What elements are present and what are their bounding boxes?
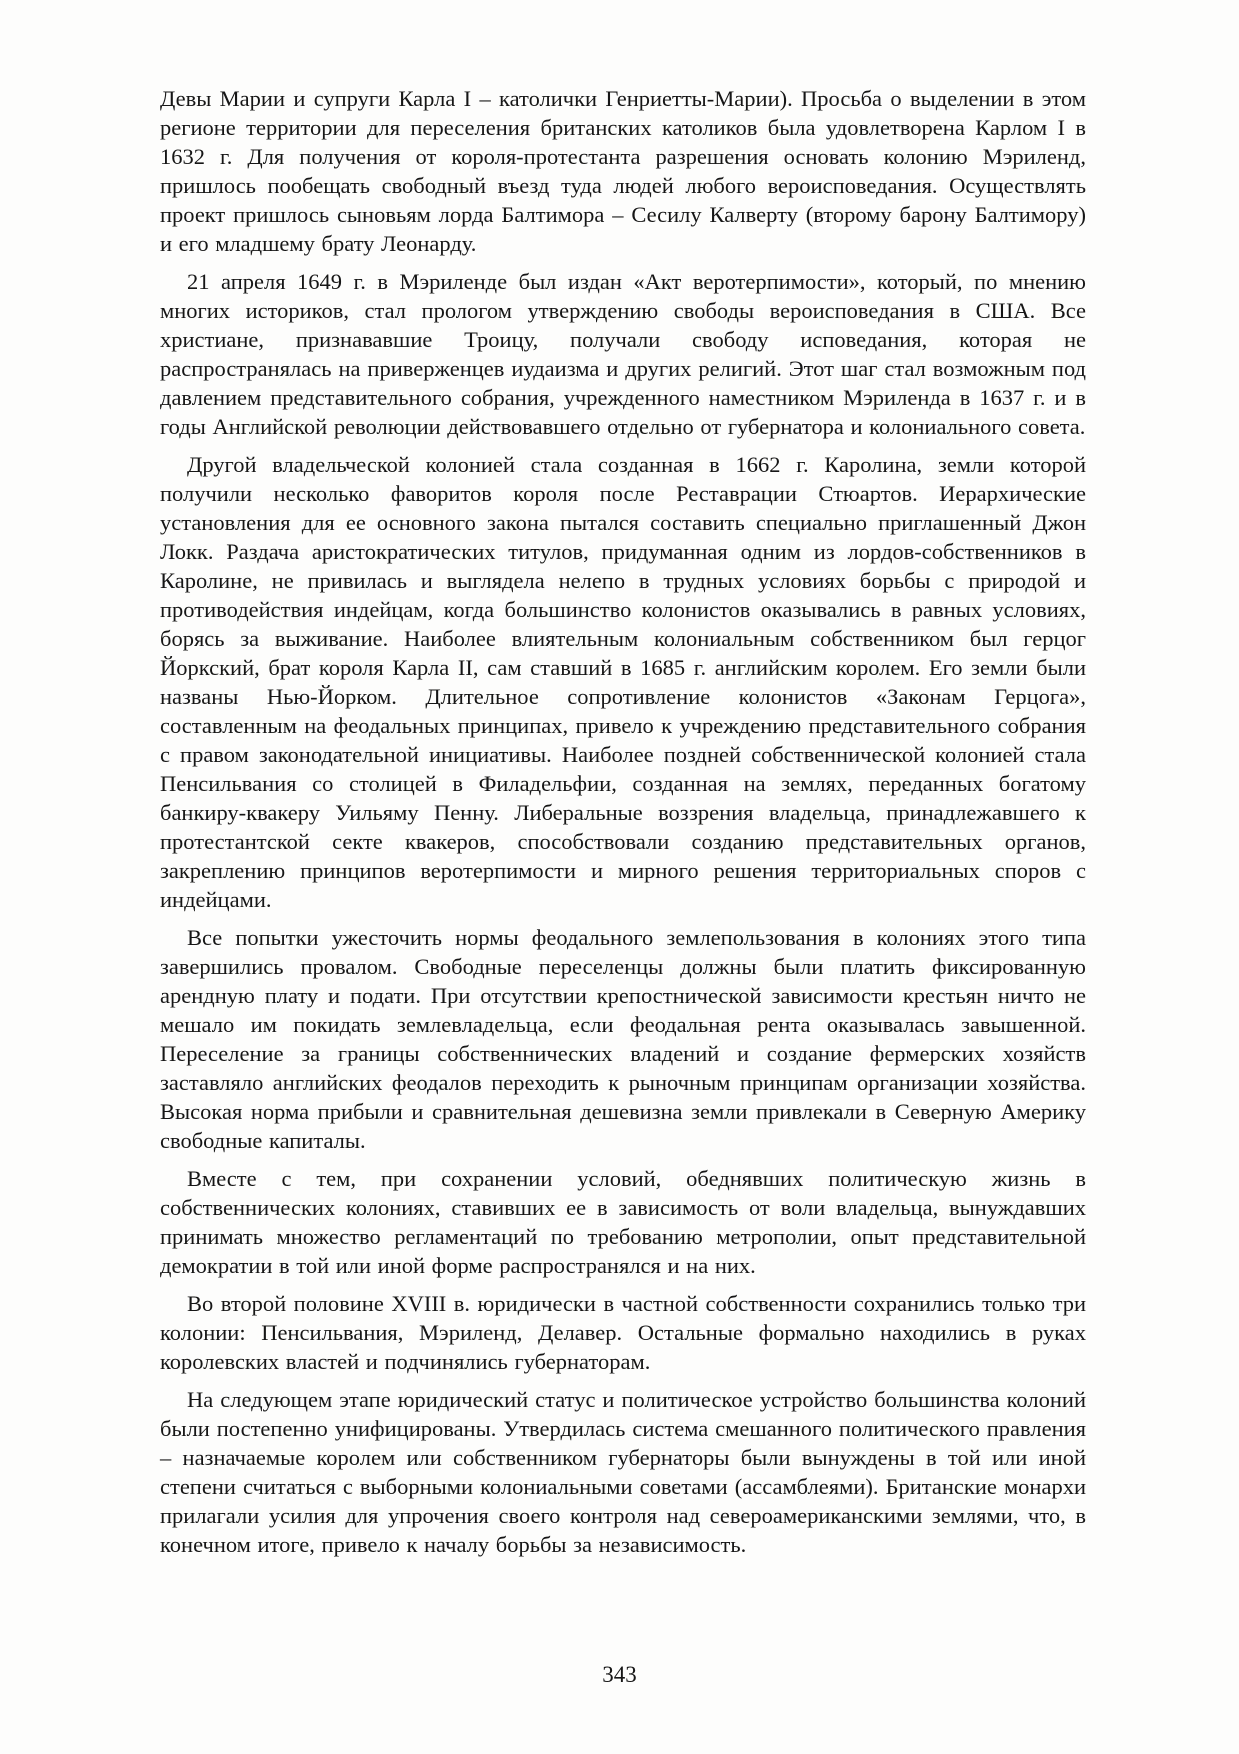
paragraph-2: 21 апреля 1649 г. в Мэриленде был издан «Акт веротерпимости», который, по мнению многих историков, стал прологом утверждению свободы вероисповедания в США. Все христиане, признававшие Троицу, получали свободу исповедания, которая не распространялась на приверженцев иудаизма и других религий. Этот шаг стал возможным под давлением представительного собрания, учрежденного наместником Мэриленда в 1637 г. и в годы Английской революции действовавшего отдельно от губернатора и колониального совета. [160,269,1086,439]
paragraph-5: Вместе с тем, при сохранении условий, обеднявших политическую жизнь в собственнических колониях, ставивших ее в зависимость от воли владельца, вынуждавших принимать множество регламентаций по требованию метрополии, опыт представительной демократии в той или иной форме распространялся и на них. [160,1166,1086,1278]
paragraph-4: Все попытки ужесточить нормы феодального землепользования в колониях этого типа завершились провалом. Свободные переселенцы должны были платить фиксированную арендную плату и подати. При отсутствии крепостнической зависимости крестьян ничто не мешало им покидать землевладельца, если феодальная рента оказывалась завышенной. Переселение за границы собственнических владений и создание фермерских хозяйств заставляло английских феодалов переходить к рыночным принципам организации хозяйства. Высокая норма прибыли и сравнительная дешевизна земли привлекали в Северную Америку свободные капиталы. [160,925,1086,1153]
paragraph-6: Во второй половине XVIII в. юридически в частной собственности сохранились только три колонии: Пенсильвания, Мэриленд, Делавер. Остальные формально находились в руках королевских властей и подчинялись губернаторам. [160,1291,1086,1374]
paragraph-3: Другой владельческой колонией стала созданная в 1662 г. Каролина, земли которой получили несколько фаворитов короля после Реставрации Стюартов. Иерархические установления для ее основного закона пытался составить специально приглашенный Джон Локк. Раздача аристократических титулов, придуманная одним из лордов-собственников в Каролине, не привилась и выглядела нелепо в трудных условиях борьбы с природой и противодействия индейцам, когда большинство колонистов оказывались в равных условиях, борясь за выживание. Наиболее влиятельным колониальным собственником был герцог Йоркский, брат короля Карла II, сам ставший в 1685 г. английским королем. Его земли были названы Нью-Йорком. Длительное сопротивление колонистов «Законам Герцога», составленным на феодальных принципах, привело к учреждению представительного собрания с правом законодательной инициативы. Наиболее поздней собственнической колонией стала Пенсильвания со столицей в Филадельфии, созданная на землях, переданных богатому банкиру-квакеру Уильяму Пенну. Либеральные воззрения владельца, принадлежавшего к протестантской секте квакеров, способствовали созданию представительных органов, закреплению принципов веротерпимости и мирного решения территориальных споров с индейцами. [160,452,1086,912]
page-number: 343 [602,1662,637,1687]
paragraph-1: Девы Марии и супруги Карла I – католички Генриетты-Марии). Просьба о выделении в этом регионе территории для переселения британских католиков была удовлетворена Карлом I в 1632 г. Для получения от короля-протестанта разрешения основать колонию Мэриленд, пришлось пообещать свободный въезд туда людей любого вероисповедания. Осуществлять проект пришлось сыновьям лорда Балтимора – Сесилу Калверту (второму барону Балтимору) и его младшему брату Леонарду. [160,86,1086,256]
text-block [160,84,1086,1568]
paragraph-7: На следующем этапе юридический статус и политическое устройство большинства колоний были постепенно унифицированы. Утвердилась система смешанного политического правления – назначаемые королем или собственником губернаторы были вынуждены в той или иной степени считаться с выборными колониальными советами (ассамблеями). Британские монархи прилагали усилия для упрочения своего контроля над североамериканскими землями, что, в конечном итоге, привело к началу борьбы за независимость. [160,1387,1086,1557]
